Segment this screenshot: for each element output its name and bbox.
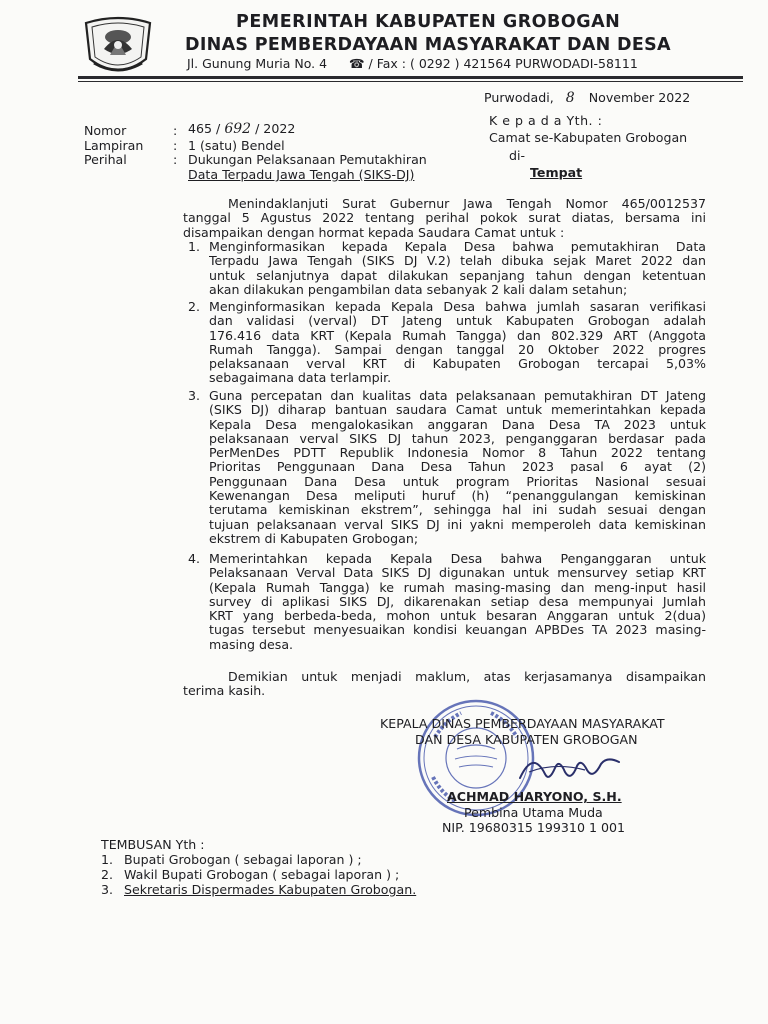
signatory-title-line2: DAN DESA KABUPATEN GROBOGAN <box>415 732 638 747</box>
item-line: PerMenDes PDTT Republik Indonesia Nomor 8 Tahun 2022 tentang <box>209 446 706 461</box>
list-item <box>209 389 706 546</box>
item-line: tugas tersebut menyesuaikan kondisi keuangan APBDes TA 2023 masing- <box>209 623 706 638</box>
date-month-year: November 2022 <box>588 90 691 105</box>
nomor-label: Nomor <box>84 123 127 138</box>
cc-item: Wakil Bupati Grobogan ( sebagai laporan ) ; <box>124 867 400 882</box>
perihal-label: Perihal <box>84 152 127 167</box>
item-number: 3. <box>188 388 201 403</box>
phone-fax: ☎ / Fax : ( 0292 ) 421564 PURWODADI-58111 <box>349 56 638 71</box>
item-number: 1. <box>188 239 201 254</box>
item-line: Guna percepatan dan kualitas data pelaksanaan pemutakhiran DT Jateng <box>209 389 706 403</box>
lampiran-label: Lampiran <box>84 138 144 153</box>
item-line: untuk selanjutnya dapat dilakukan sepanjang tahun dengan ketentuan <box>209 268 706 283</box>
cc-item: Bupati Grobogan ( sebagai laporan ) ; <box>124 852 362 867</box>
item-line: Pelaksanaan Verval Data SIKS DJ digunakan untuk mensurvey setiap KRT <box>209 566 706 581</box>
item-line: (SIKS DJ) diharap bantuan saudara Camat untuk memerintahkan kepada <box>209 403 706 418</box>
item-line: Kepala Desa mengalokasikan anggaran Dana Desa TA 2023 untuk <box>209 417 706 432</box>
cc-item: Sekretaris Dispermades Kabupaten Grobogan. <box>124 882 417 897</box>
nomor-value <box>188 122 295 136</box>
signatory-nip: NIP. 19680315 199310 1 001 <box>442 820 626 835</box>
item-line: pelaksanaan verval KRT di Kabupaten Grobogan tercapai 5,03% <box>209 357 706 372</box>
perihal-line2: Data Terpadu Jawa Tengah (SIKS-DJ) <box>188 167 415 182</box>
item-line: KRT yang berbeda-beda, mohon untuk besaran Anggaran untuk 2(dua) <box>209 609 706 624</box>
list-item <box>209 300 706 386</box>
signatory-title-line1: KEPALA DINAS PEMBERDAYAAN MASYARAKAT <box>380 716 665 731</box>
item-line: 176.416 data KRT (Kepala Rumah Tangga) dan 802.329 ART (Anggota <box>209 328 706 343</box>
item-line: Menginformasikan kepada Kepala Desa bahwa pemutakhiran Data <box>209 240 706 254</box>
cc-number: 1. <box>101 852 114 867</box>
item-line: Kewenangan Desa meliputi huruf (h) “penanggulangan kemiskinan <box>209 489 706 504</box>
addressee-name: Camat se-Kabupaten Grobogan <box>489 130 688 145</box>
closing-line: terima kasih. <box>183 683 266 699</box>
letterhead-divider-thick <box>78 76 743 79</box>
lampiran-colon: : <box>173 138 178 153</box>
addressee-label: K e p a d a Yth. : <box>489 113 603 128</box>
closing-line: Demikian untuk menjadi maklum, atas kerjasamanya disampaikan <box>228 670 706 684</box>
item-line: (Kepala Rumah Tangga) ke rumah masing-masing dan meng-input hasil <box>209 580 706 595</box>
item-line: sebagaimana data terlampir. <box>209 370 392 386</box>
item-line: Rumah Tangga). Sampai dengan tanggal 20 Oktober 2022 progres <box>209 342 706 357</box>
item-line: Menginformasikan kepada Kepala Desa bahwa jumlah sasaran verifikasi <box>209 300 706 314</box>
list-item <box>209 552 706 652</box>
item-line: Penggunaan Dana Desa untuk program Prioritas Nasional sesuai <box>209 474 706 489</box>
item-line: Memerintahkan kepada Kepala Desa bahwa Penganggaran untuk <box>209 552 706 566</box>
intro-line: Menindaklanjuti Surat Gubernur Jawa Tengah Nomor 465/0012537 <box>228 197 706 211</box>
addressee-di: di- <box>509 148 526 163</box>
cc-number: 2. <box>101 867 114 882</box>
nomor-suffix: / 2022 <box>255 121 296 136</box>
intro-line: disampaikan dengan hormat kepada Saudara Camat untuk : <box>183 224 565 240</box>
item-line: dan validasi (verval) DT Jateng untuk Kabupaten Grobogan adalah <box>209 314 706 329</box>
nomor-handwritten: 692 <box>224 121 252 137</box>
nomor-colon: : <box>173 123 178 138</box>
signatory-name: ACHMAD HARYONO, S.H. <box>447 789 622 804</box>
nomor-prefix: 465 / <box>188 121 221 136</box>
letterhead-government: PEMERINTAH KABUPATEN GROBOGAN <box>236 12 621 32</box>
letterhead-agency: DINAS PEMBERDAYAAN MASYARAKAT DAN DESA <box>185 35 671 55</box>
intro-line: tanggal 5 Agustus 2022 tentang perihal pokok surat diatas, bersama ini <box>183 211 706 226</box>
item-line: masing desa. <box>209 636 294 652</box>
letter-date <box>484 91 690 105</box>
street-address: Jl. Gunung Muria No. 4 <box>187 56 328 71</box>
grobogan-regency-emblem <box>80 15 156 81</box>
perihal-colon: : <box>173 152 178 167</box>
item-line: survey di aplikasi SIKS DJ, dikarenakan setiap desa mempunyai Jumlah <box>209 594 706 609</box>
item-line: akan dilakukan pengambilan data sebanyak 2 kali dalam setahun; <box>209 281 628 297</box>
item-line: Prioritas Penggunaan Dana Desa Tahun 2023 pasal 6 ayat (2) <box>209 460 706 475</box>
item-line: tujuan pelaksanaan verval SIKS DJ ini yakni memperoleh data kemiskinan <box>209 517 706 532</box>
item-line: pelaksanaan verval SIKS DJ tahun 2023, penganggaran berdasar pada <box>209 431 706 446</box>
list-item <box>209 240 706 297</box>
intro-paragraph <box>183 197 706 240</box>
item-line: terutama kemiskinan ekstrem”, sehingga hal ini sudah sesuai dengan <box>209 503 706 518</box>
lampiran-value: 1 (satu) Bendel <box>188 138 285 153</box>
cc-number: 3. <box>101 882 114 897</box>
item-number: 2. <box>188 299 201 314</box>
letterhead-address <box>187 56 638 71</box>
item-number: 4. <box>188 551 201 566</box>
handwritten-signature <box>515 748 625 788</box>
item-line: ekstrem di Kabupaten Grobogan; <box>209 530 419 546</box>
date-place: Purwodadi, <box>484 90 554 105</box>
letterhead-divider-thin <box>78 81 743 82</box>
date-day-handwritten: 8 <box>565 90 575 106</box>
closing-paragraph <box>183 670 706 699</box>
cc-heading: TEMBUSAN Yth : <box>101 837 205 852</box>
item-line: Terpadu Jawa Tengah (SIKS DJ V.2) telah dibuka sejak Maret 2022 dan <box>209 254 706 269</box>
signatory-rank: Pembina Utama Muda <box>464 805 603 820</box>
addressee-place: Tempat <box>530 165 583 180</box>
perihal-line1: Dukungan Pelaksanaan Pemutakhiran <box>188 152 427 167</box>
